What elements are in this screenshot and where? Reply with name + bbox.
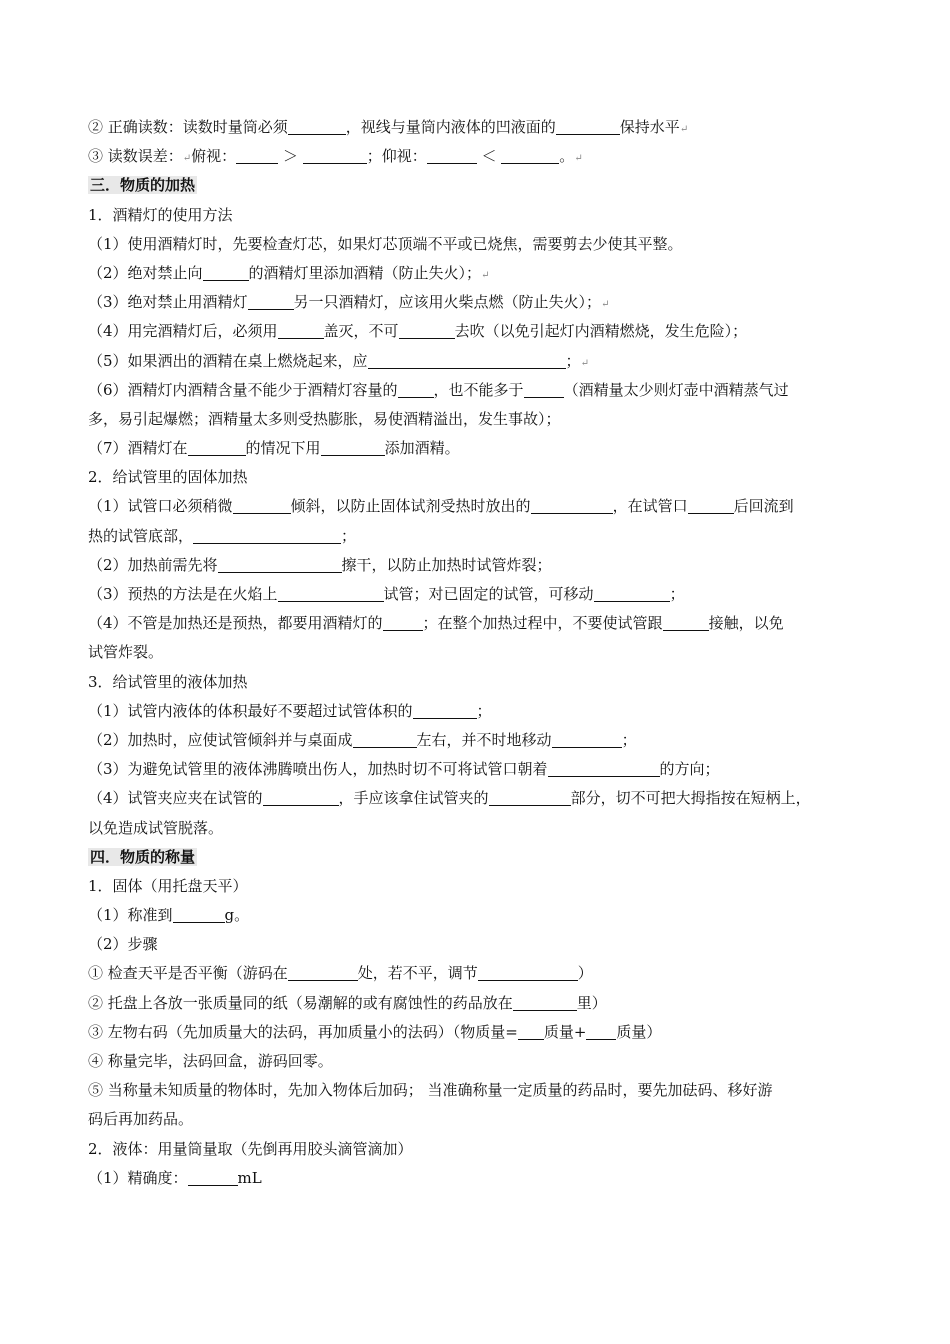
text: 质量） (616, 1022, 662, 1041)
blank[interactable] (263, 787, 339, 806)
worksheet-page (88, 113, 878, 1193)
blank[interactable] (501, 145, 559, 164)
blank[interactable] (321, 437, 385, 456)
text: ③ 读数误差： (88, 147, 183, 166)
paragraph-mark: ↵ (182, 153, 192, 165)
text: ； (621, 730, 637, 749)
subsection-title: 2．给试管里的固体加热 (88, 468, 248, 487)
list-item (88, 755, 878, 784)
text: ；在整个加热过程中，不要使试管跟 (422, 614, 663, 633)
subsection-title: 2．液体：用量筒量取（先倒再用胶头滴管滴加） (88, 1139, 413, 1158)
text: 去吹（以免引起灯内酒精燃烧，发生危险）； (454, 322, 748, 341)
text: 后回流到 (733, 497, 794, 516)
text: 俯视： (191, 147, 237, 166)
text: 倾斜，以防止固体试剂受热时放出的 (290, 497, 531, 516)
text: ③ 左物右码（先加质量大的法码，再加质量小的法码）（物质量= (88, 1022, 518, 1041)
text: g。 (224, 906, 250, 925)
text: ，也不能多于 (433, 380, 524, 399)
paragraph-mark: ↵ (679, 124, 689, 135)
list-item (88, 492, 878, 521)
list-item (88, 347, 878, 376)
list-item (88, 259, 878, 288)
blank[interactable] (518, 1021, 544, 1040)
list-item (88, 784, 878, 813)
text: ＞ (278, 147, 303, 166)
text: （4）用完酒精灯后，必须用 (88, 322, 278, 341)
step-item: ⑤ 当称量未知质量的物体时，先加入物体后加码； 当准确称量一定质量的药品时，要先加砝码、移好游 (88, 1081, 773, 1100)
blank[interactable] (203, 262, 249, 281)
text: ② 正确读数：读数时量筒必须 (88, 118, 288, 136)
text: ① 检查天平是否平衡（游码在 (88, 964, 288, 983)
text: ； (565, 351, 581, 370)
text: 左右，并不时地移动 (416, 730, 552, 749)
section-heading-heating (88, 171, 878, 200)
text: （3）为避免试管里的液体沸腾喷出伤人，加热时切不可将试管口朝着 (88, 760, 548, 779)
text: ； (341, 526, 357, 545)
text: （1）试管内液体的体积最好不要超过试管体积的 (88, 701, 413, 720)
text: mL (237, 1168, 262, 1187)
step-item-continued: 码后再加药品。 (88, 1110, 194, 1129)
blank[interactable] (303, 145, 367, 164)
text: （1）试管口必须稍微 (88, 497, 233, 516)
blank[interactable] (427, 145, 477, 164)
list-item-continued: 多，易引起爆燃；酒精量太多则受热膨胀，易使酒精溢出，发生事故）； (88, 409, 561, 428)
blank[interactable] (188, 437, 246, 456)
blank[interactable] (399, 320, 455, 339)
text: 试管；对已固定的试管，可移动 (383, 585, 594, 603)
blank[interactable] (524, 379, 564, 398)
blank[interactable] (233, 495, 291, 514)
text: 的酒精灯里添加酒精（防止失火）； (248, 263, 482, 282)
text: ；仰视： (366, 147, 427, 166)
text: ＜ (476, 147, 502, 166)
text: 质量+ (543, 1022, 587, 1041)
text: （2）绝对禁止向 (88, 263, 203, 282)
blank[interactable] (278, 320, 324, 339)
section-heading-weighing (88, 843, 878, 872)
text: ； (476, 701, 492, 720)
text: 添加酒精。 (384, 439, 460, 458)
text: 另一只酒精灯，应该用火柴点燃（防止失火）； (293, 293, 602, 312)
heading-text: 三．物质的加热 (90, 176, 196, 195)
text: ，在试管口 (612, 497, 688, 516)
subsection-title: 1．固体（用托盘天平） (88, 876, 248, 895)
list-item: （1）使用酒精灯时，先要检查灯芯，如果灯芯顶端不平或已烧焦，需要剪去少使其平整。 (88, 234, 683, 253)
text: 盖灭，不可 (323, 322, 399, 341)
paragraph-mark: ↵ (601, 299, 610, 311)
list-item-continued: 试管炸裂。 (88, 643, 164, 662)
blank[interactable] (548, 758, 660, 777)
text: （酒精量太少则灯壶中酒精蒸气过 (563, 380, 789, 399)
text: 里） (576, 993, 607, 1012)
blank[interactable] (193, 525, 341, 544)
text: 处，若不平，调节 (357, 964, 478, 983)
subsection-title: 3．给试管里的液体加热 (88, 672, 248, 691)
text: （3）绝对禁止用酒精灯 (88, 293, 248, 312)
text: （2）加热时，应使试管倾斜并与桌面成 (88, 730, 353, 749)
text: ② 托盘上各放一张质量同的纸（易潮解的或有腐蚀性的药品放在 (88, 993, 513, 1012)
blank[interactable] (552, 729, 622, 748)
blank[interactable] (688, 495, 734, 514)
text: ，手应该拿住试管夹的 (338, 789, 489, 808)
blank[interactable] (218, 554, 342, 573)
blank[interactable] (188, 1167, 238, 1186)
step-item: ④ 称量完毕，法码回盒，游码回零。 (88, 1052, 333, 1070)
text: （4）不管是加热还是预热，都要用酒精灯的 (88, 614, 383, 633)
text: ） (577, 964, 593, 983)
list-item (88, 434, 878, 463)
text: ； (669, 585, 685, 603)
text: （5）如果洒出的酒精在桌上燃烧起来，应 (88, 351, 368, 370)
text: （4）试管夹应夹在试管的 (88, 789, 263, 808)
blank[interactable] (663, 612, 709, 631)
blank[interactable] (173, 904, 225, 923)
blank[interactable] (288, 962, 358, 981)
list-item (88, 1164, 878, 1193)
text: 接触，以免 (708, 614, 784, 633)
text: 的方向； (659, 760, 720, 779)
paragraph-mark: ↵ (481, 269, 490, 281)
list-item (88, 580, 878, 609)
text: （7）酒精灯在 (88, 439, 188, 458)
list-item: （2）步骤 (88, 935, 158, 954)
step-item (88, 1018, 878, 1047)
text: 。 (559, 147, 575, 166)
blank[interactable] (586, 1021, 616, 1040)
step-item (88, 989, 878, 1018)
list-item (88, 551, 878, 580)
list-item (88, 317, 878, 346)
list-item (88, 376, 878, 405)
blank[interactable] (248, 291, 294, 310)
text: 擦干，以防止加热时试管炸裂； (341, 555, 552, 574)
blank[interactable] (513, 992, 577, 1011)
step-item (88, 959, 878, 988)
reading-error-line (88, 142, 878, 171)
text: 热的试管底部， (88, 526, 194, 545)
blank[interactable] (531, 495, 613, 514)
list-item (88, 288, 878, 317)
paragraph-mark: ↵ (580, 357, 589, 369)
list-item (88, 901, 878, 930)
text: （6）酒精灯内酒精含量不能少于酒精灯容量的 (88, 380, 398, 399)
text: （1）精确度： (88, 1168, 188, 1187)
blank[interactable] (556, 116, 620, 135)
blank[interactable] (413, 700, 477, 719)
heading-text: 四．物质的称量 (90, 847, 196, 866)
reading-method-line (88, 113, 878, 142)
blank[interactable] (383, 612, 423, 631)
list-item-continued (88, 522, 878, 551)
blank[interactable] (288, 116, 346, 135)
list-item-continued: 以免造成试管脱落。 (88, 818, 224, 837)
text: （2）加热前需先将 (88, 555, 218, 574)
subsection-title: 1．酒精灯的使用方法 (88, 205, 233, 224)
blank[interactable] (489, 787, 571, 806)
blank[interactable] (278, 583, 384, 602)
blank[interactable] (594, 583, 670, 602)
text: 部分，切不可把大拇指按在短柄上， (570, 789, 811, 808)
text: 保持水平 (619, 118, 680, 136)
paragraph-mark: ↵ (574, 153, 583, 165)
list-item (88, 609, 878, 638)
blank[interactable] (353, 729, 417, 748)
blank[interactable] (236, 145, 278, 164)
list-item (88, 697, 878, 726)
blank[interactable] (478, 962, 578, 981)
text: （3）预热的方法是在火焰上 (88, 585, 278, 603)
blank[interactable] (398, 379, 434, 398)
list-item (88, 726, 878, 755)
blank[interactable] (368, 350, 566, 369)
text: 的情况下用 (245, 439, 321, 458)
text: ，视线与量筒内液体的凹液面的 (345, 118, 556, 136)
text: （1）称准到 (88, 906, 173, 925)
